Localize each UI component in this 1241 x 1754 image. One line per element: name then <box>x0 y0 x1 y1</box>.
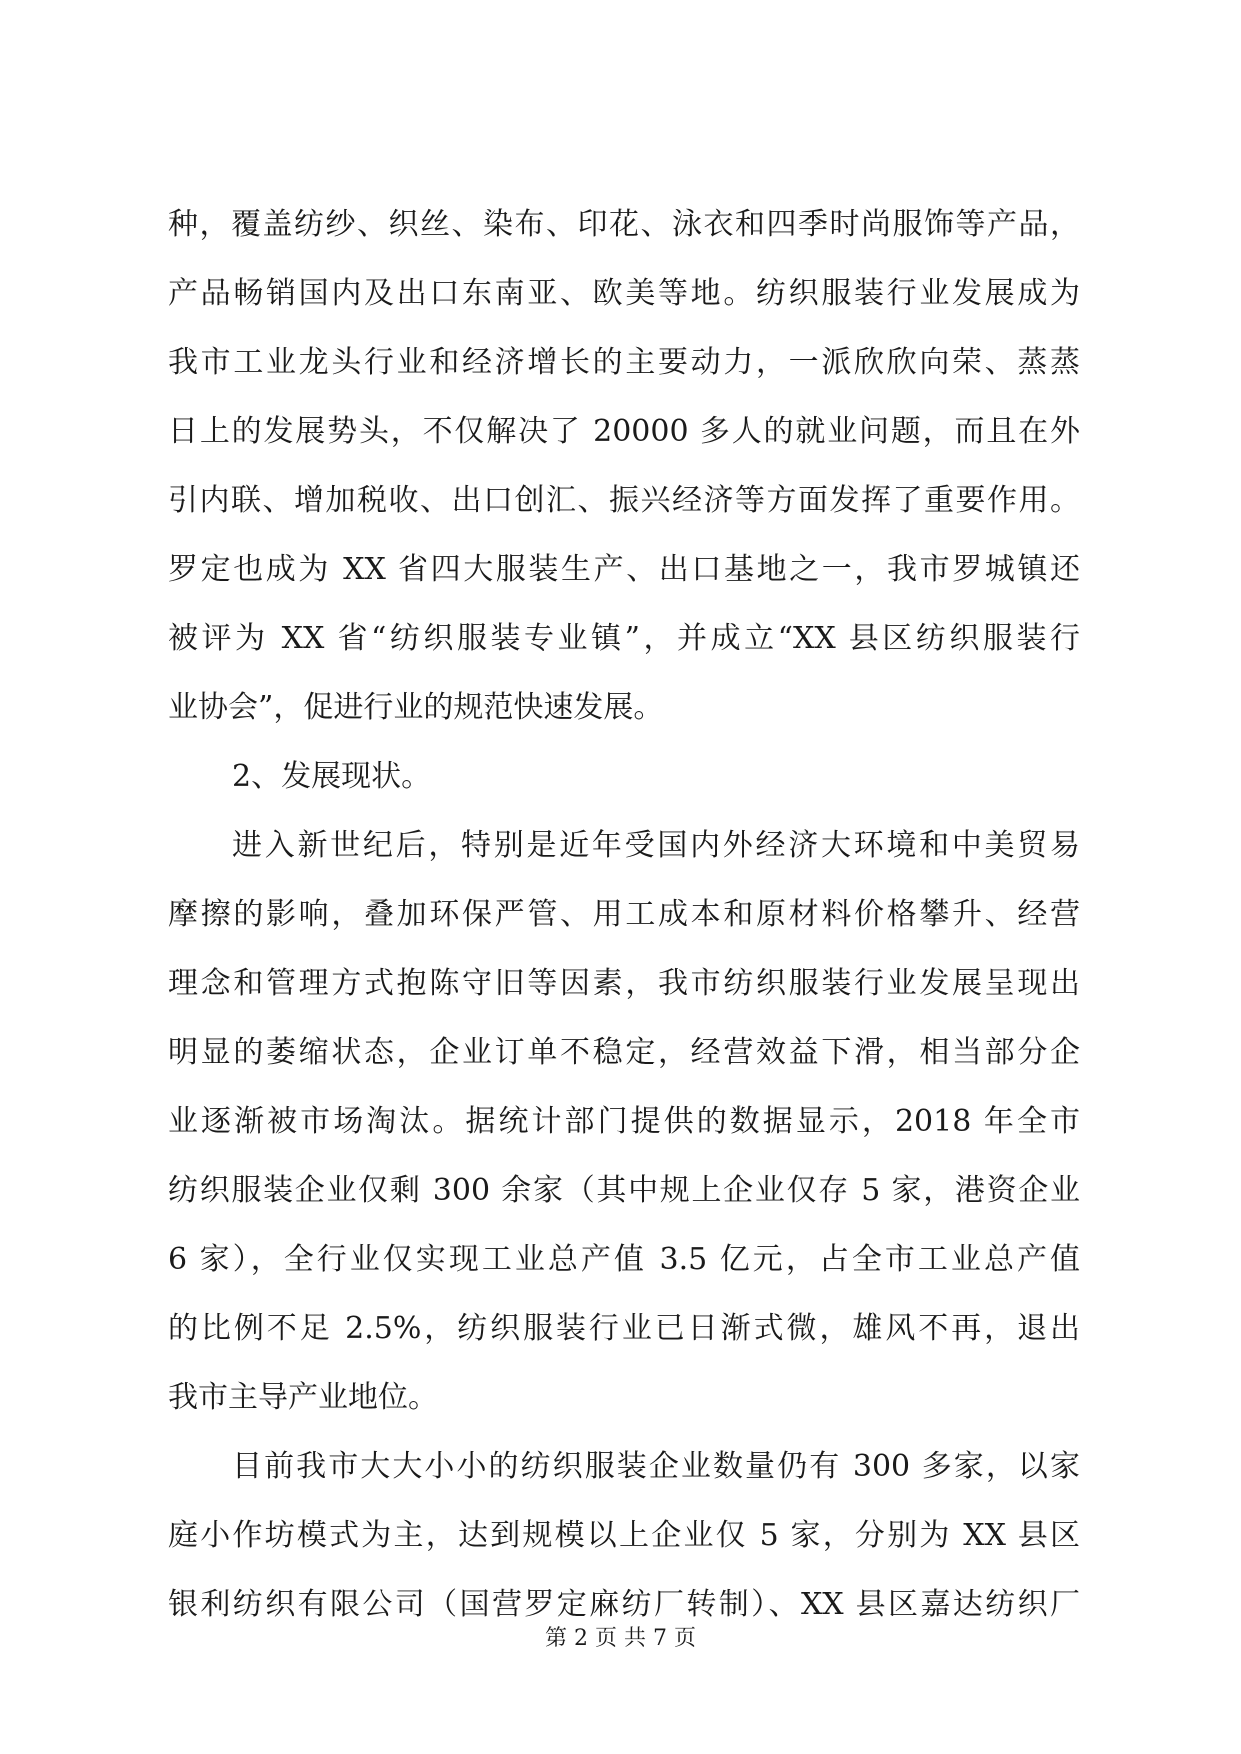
text-line: 进入新世纪后，特别是近年受国内外经济大环境和中美贸易 <box>232 828 1080 863</box>
text-line: 罗定也成为 XX 省四大服装生产、出口基地之一，我市罗城镇还 <box>168 552 1080 587</box>
text-line: 摩擦的影响，叠加环保严管、用工成本和原材料价格攀升、经营 <box>168 897 1080 932</box>
text-line: 目前我市大大小小的纺织服装企业数量仍有 300 多家，以家 <box>232 1449 1080 1484</box>
text-line: 明显的萎缩状态，企业订单不稳定，经营效益下滑，相当部分企 <box>168 1035 1080 1070</box>
text-line: 业逐渐被市场淘汰。据统计部门提供的数据显示，2018 年全市 <box>168 1104 1080 1139</box>
text-line: 纺织服装企业仅剩 300 余家（其中规上企业仅存 5 家，港资企业 <box>168 1173 1080 1208</box>
text-line: 我市工业龙头行业和经济增长的主要动力，一派欣欣向荣、蒸蒸 <box>168 345 1080 380</box>
text-line: 理念和管理方式抱陈守旧等因素，我市纺织服装行业发展呈现出 <box>168 966 1080 1001</box>
text-line: 银利纺织有限公司（国营罗定麻纺厂转制）、XX 县区嘉达纺织厂 <box>168 1587 1080 1622</box>
text-line: 的比例不足 2.5%，纺织服装行业已日渐式微，雄风不再，退出 <box>168 1311 1080 1346</box>
text-line: 6 家），全行业仅实现工业总产值 3.5 亿元，占全市工业总产值 <box>168 1242 1080 1277</box>
text-line: 我市主导产业地位。 <box>168 1380 438 1415</box>
page-number-footer: 第 2 页 共 7 页 <box>545 1626 696 1651</box>
text-line: 引内联、增加税收、出口创汇、振兴经济等方面发挥了重要作用。 <box>168 483 1080 518</box>
text-line: 产品畅销国内及出口东南亚、欧美等地。纺织服装行业发展成为 <box>168 276 1080 311</box>
text-line: 日上的发展势头，不仅解决了 20000 多人的就业问题，而且在外 <box>168 414 1080 449</box>
text-line: 业协会”，促进行业的规范快速发展。 <box>168 690 664 725</box>
text-line: 被评为 XX 省“纺织服装专业镇”，并成立“XX 县区纺织服装行 <box>168 621 1080 656</box>
section-heading: 2、发展现状。 <box>232 759 432 794</box>
text-line: 庭小作坊模式为主，达到规模以上企业仅 5 家，分别为 XX 县区 <box>168 1518 1080 1553</box>
text-line: 种，覆盖纺纱、织丝、染布、印花、泳衣和四季时尚服饰等产品， <box>168 207 1080 242</box>
